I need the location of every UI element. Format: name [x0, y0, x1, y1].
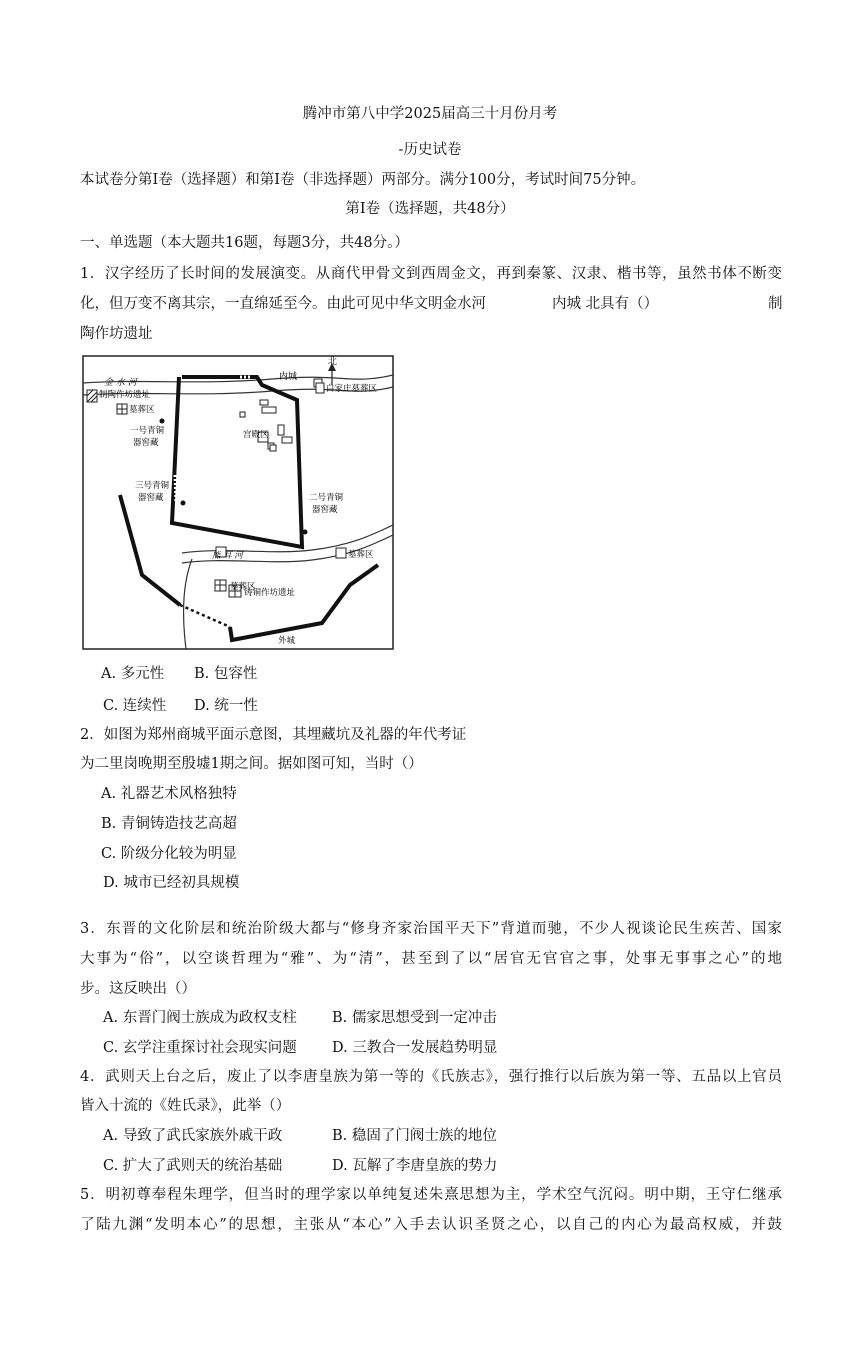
q2-option-b: B. 青铜铸造技艺高超 [101, 816, 237, 832]
q1-option-a: A. 多元性 [101, 666, 165, 682]
q3-line2: 大事为“俗”，以空谈哲理为“雅”、为“清”，甚至到了以“居官无官官之事，处事无事事之心”的地 [80, 951, 782, 967]
map-bronze1-a: 一号青铜 [130, 426, 165, 436]
map-bronze2-b: 器窖藏 [312, 505, 338, 515]
map-baijia: 白家庄墓葬区 [326, 384, 378, 394]
q1-line2c: 制 [768, 296, 783, 312]
map-bronze3-b: 器窖藏 [138, 493, 164, 503]
map-tomb-bottom: 墓葬区 [230, 582, 256, 592]
part1-title: 第Ⅰ卷（选择题，共48分） [345, 201, 515, 217]
q3-line1: 3．东晋的文化阶层和统治阶级大都与“修身齐家治国平天下”背道而驰，不少人视谈论民生疾苦、国家 [80, 921, 782, 937]
q1-line1: 1．汉字经历了长时间的发展演变。从商代甲骨文到西周金文，再到秦篆、汉隶、楷书等，虽然书体不断变 [80, 266, 782, 282]
q1-line2b: 内城 北具有（） [552, 296, 659, 312]
q3-line3: 步。这反映出（） [80, 981, 196, 997]
q2-line1: 2．如图为郑州商城平面示意图，其埋藏坑及礼器的年代考证 [80, 727, 467, 743]
q2-option-a: A. 礼器艺术风格独特 [101, 786, 237, 802]
q4-option-d: D. 瓦解了李唐皇族的势力 [332, 1158, 498, 1174]
map-river-top: 金 水 河 [104, 378, 137, 388]
q3-option-c: C. 玄学注重探讨社会现实问题 [103, 1040, 297, 1056]
q4-line2: 皆入十流的《姓氏录》，此举（） [80, 1098, 291, 1114]
map-palace: 宫殿区 [243, 430, 269, 440]
q4-option-b: B. 稳固了门阀士族的地位 [332, 1128, 497, 1144]
q1-option-c: C. 连续性 [103, 698, 167, 714]
q4-option-a: A. 导致了武氏家族外戚干政 [103, 1128, 283, 1144]
q5-line1: 5．明初尊奉程朱理学，但当时的理学家以单纯复述朱熹思想为主，学术空气沉闷。明中期，王守仁继承 [80, 1187, 782, 1203]
map-inner-city: 内城 [279, 372, 298, 382]
exam-title: 腾冲市第八中学2025届高三十月份月考 [302, 106, 558, 122]
exam-intro: 本试卷分第Ⅰ卷（选择题）和第Ⅰ卷（非选择题）两部分。满分100分，考试时间75分钟。 [80, 172, 646, 188]
q2-option-c: C. 阶级分化较为明显 [101, 846, 237, 862]
map-river-mid: 熊 耳 河 [212, 551, 243, 561]
map-tomb-left: 墓葬区 [129, 405, 155, 415]
exam-subtitle: -历史试卷 [398, 142, 462, 158]
q3-option-a: A. 东晋门阀士族成为政权支柱 [103, 1010, 297, 1026]
q3-option-d: D. 三教合一发展趋势明显 [332, 1040, 498, 1056]
map-outer-city: 外城 [278, 636, 296, 646]
q2-option-d: D. 城市已经初具规模 [103, 875, 240, 891]
section1-heading: 一、单选题（本大题共16题，每题3分，共48分。） [80, 235, 409, 251]
map-bronze2-a: 二号青铜 [309, 493, 344, 503]
q4-option-c: C. 扩大了武则天的统治基础 [103, 1158, 283, 1174]
zhengzhou-city-map [82, 355, 394, 650]
q5-line2: 了陆九渊“发明本心”的思想，主张从“本心”入手去认识圣贤之心，以自己的内心为最高权威，并鼓 [80, 1217, 782, 1233]
map-tomb-right: 墓葬区 [348, 550, 374, 560]
map-bronze3-a: 三号青铜 [135, 481, 170, 491]
map-bronze1-b: 器窖藏 [133, 438, 159, 448]
map-pottery: 制陶作坊遗址 [99, 390, 151, 400]
map-north-label: 北 [328, 357, 338, 367]
q1-option-b: B. 包容性 [194, 666, 258, 682]
q2-line2: 为二里岗晚期至殷墟1期之间。据如图可知，当时（） [80, 756, 423, 772]
q3-option-b: B. 儒家思想受到一定冲击 [332, 1010, 497, 1026]
map-casting: 铸铜作坊遗址 [244, 588, 296, 598]
q1-option-d: D. 统一性 [194, 698, 258, 714]
q4-line1: 4．武则天上台之后，废止了以李唐皇族为第一等的《氏族志》，强行推行以后族为第一等、五品以上官员 [80, 1069, 782, 1085]
q1-line2a: 化，但万变不离其宗，一直绵延至今。由此可见中华文明金水河 [80, 296, 486, 312]
q1-line3: 陶作坊遗址 [80, 326, 153, 342]
